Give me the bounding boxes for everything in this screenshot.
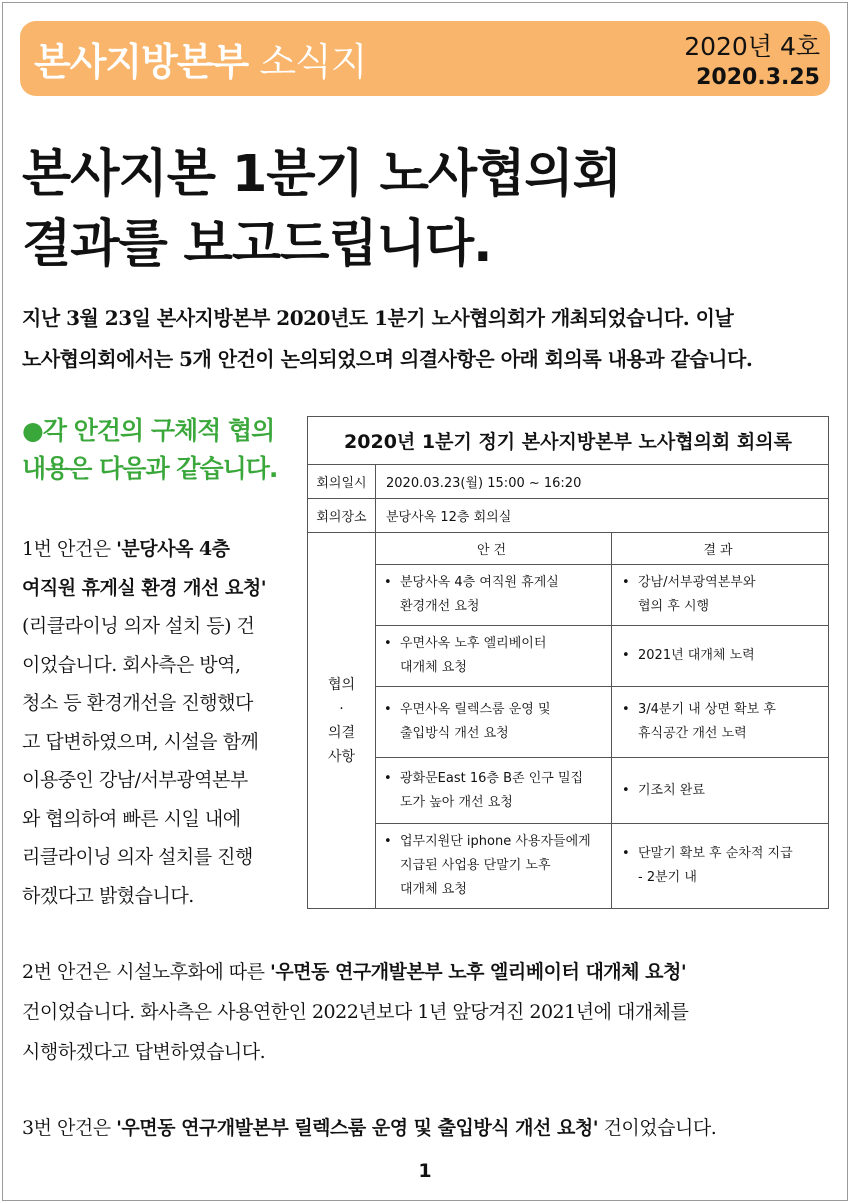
agenda-cell — [376, 626, 612, 687]
agenda-cell — [376, 824, 612, 909]
text-line: 와 협의하여 빠른 시일 내에 — [22, 807, 241, 830]
decision-label-line: 사항 — [327, 748, 356, 765]
agenda-text: 대개체 요청 — [400, 882, 467, 897]
agenda-text: 출입방식 개선 요청 — [400, 726, 509, 741]
text-line — [22, 1108, 834, 1148]
text-span: 2번 안건은 시설노후화에 따른 — [22, 961, 270, 983]
agenda-text: 우면사옥 릴렉스룸 운영 및 — [400, 702, 551, 717]
intro-line-1: 지난 3월 23일 본사지방본부 2020년도 1분기 노사협의회가 개최되었습니다. 이날 — [22, 306, 734, 330]
result-text: 협의 후 시행 — [638, 599, 710, 614]
text-line: (리클라이닝 의자 설치 등) 건 — [22, 615, 255, 637]
text-line: 이었습니다. 회사측은 방역, — [22, 653, 241, 676]
text-bold: '우면동 연구개발본부 릴렉스룸 운영 및 출입방식 개선 요청' — [116, 1117, 599, 1139]
subheading-line-1: ●각 안건의 구체적 협의 — [22, 416, 275, 445]
agenda-cell — [376, 758, 612, 824]
agenda-cell — [376, 687, 612, 758]
text-span: 건이었습니다. — [598, 1117, 717, 1139]
agenda-cell — [376, 565, 612, 626]
bullet: • — [384, 770, 392, 786]
minutes-title: 2020년 1분기 정기 본사지방본부 노사협의회 회의록 — [308, 417, 829, 465]
text-line: 고 답변하였으며, 시설을 함께 — [22, 730, 259, 753]
agenda-text: 업무지원단 iphone 사용자들에게 — [400, 834, 591, 849]
decision-label-line: · — [339, 700, 344, 717]
headline — [22, 140, 621, 280]
section-subheading — [22, 412, 277, 488]
page-number: 1 — [418, 1160, 432, 1182]
result-cell — [612, 626, 829, 687]
bullet: • — [622, 782, 630, 798]
text-line: 청소 등 환경개선을 진행했다 — [22, 692, 253, 714]
table-row — [308, 626, 829, 687]
result-text: 단말기 확보 후 순차적 지급 — [638, 846, 793, 861]
text-line — [22, 569, 294, 608]
decision-label-line: 의결 — [327, 724, 356, 741]
bullet: • — [622, 575, 630, 590]
result-cell — [612, 687, 829, 758]
text-line — [22, 952, 834, 992]
agenda-text: 분당사옥 4층 여직원 휴게실 — [400, 575, 559, 590]
result-text: 2021년 대개체 노력 — [638, 648, 755, 663]
meeting-minutes-table — [307, 416, 829, 909]
intro-line-2: 노사협의회에서는 5개 안건이 논의되었으며 의결사항은 아래 회의록 내용과 같습니다. — [22, 347, 753, 371]
result-text: 3/4분기 내 상면 확보 후 — [638, 702, 776, 717]
result-text: 휴식공간 개선 노력 — [638, 726, 747, 741]
result-text: 기조치 완료 — [638, 782, 705, 798]
decision-label — [308, 533, 376, 909]
text-bold: '분당사옥 4층 — [116, 538, 230, 560]
text-line: 이용중인 강남/서부광역본부 — [22, 769, 248, 791]
result-text: - 2분기 내 — [638, 870, 697, 885]
subheading-line-2: 내용은 다음과 같습니다. — [22, 454, 278, 483]
headline-line-1: 본사지본 1분기 노사협의회 — [22, 145, 621, 204]
column-header-result: 결과 — [612, 533, 829, 565]
result-cell — [612, 758, 829, 824]
text-span: 3번 안건은 — [22, 1117, 117, 1139]
text-bold: '우면동 연구개발본부 노후 엘리베이터 대개체 요청' — [270, 961, 687, 983]
decision-label-line: 협의 — [327, 676, 356, 693]
agenda-2-paragraph — [22, 952, 834, 1072]
bullet: • — [384, 575, 392, 590]
bullet: • — [384, 636, 392, 651]
agenda-text: 도가 높아 개선 요청 — [400, 794, 513, 810]
headline-line-2: 결과를 보고드립니다. — [22, 215, 492, 274]
agenda-text: 우면사옥 노후 엘리베이터 — [400, 636, 547, 651]
text-line: 건이었습니다. 화사측은 사용연한인 2022년보다 1년 앞당겨진 2021년에 대개체를 — [22, 1001, 689, 1023]
banner-title — [34, 31, 366, 86]
text-line: 리클라이닝 의자 설치를 진행 — [22, 846, 253, 868]
result-cell — [612, 565, 829, 626]
date-value: 2020.03.23(월) 15:00 ~ 16:20 — [376, 465, 829, 499]
result-cell — [612, 824, 829, 909]
bullet: • — [384, 834, 392, 849]
text-span: 1번 안건은 — [22, 538, 117, 560]
text-line: 시행하겠다고 답변하였습니다. — [22, 1041, 266, 1063]
table-row — [308, 687, 829, 758]
bullet: • — [622, 648, 630, 663]
intro-paragraph — [22, 298, 832, 380]
text-line: 하겠다고 밝혔습니다. — [22, 884, 194, 907]
agenda-text: 광화문East 16층 B존 인구 밀집 — [400, 770, 584, 786]
bullet: • — [384, 702, 392, 717]
issue-date: 2020.3.25 — [696, 65, 820, 90]
bullet: • — [622, 846, 630, 861]
place-value: 분당사옥 12층 회의실 — [376, 499, 829, 533]
table-row — [308, 565, 829, 626]
banner-title-bold: 본사지방본부 — [34, 40, 249, 84]
date-label: 회의일시 — [308, 465, 376, 499]
newsletter-banner — [20, 21, 830, 96]
text-bold: 여직원 휴게실 환경 개선 요청' — [22, 576, 267, 599]
agenda-text: 환경개선 요청 — [400, 599, 480, 614]
agenda-1-description — [22, 530, 294, 915]
issue-number: 2020년 4호 — [684, 32, 820, 61]
agenda-text: 대개체 요청 — [400, 660, 467, 675]
bullet: • — [622, 702, 630, 717]
table-row — [308, 758, 829, 824]
column-header-agenda: 안건 — [376, 533, 612, 565]
table-row — [308, 824, 829, 909]
agenda-text: 지급된 사업용 단말기 노후 — [400, 858, 551, 873]
text-line — [22, 530, 294, 569]
place-label: 회의장소 — [308, 499, 376, 533]
result-text: 강남/서부광역본부와 — [638, 575, 756, 590]
agenda-3-paragraph — [22, 1108, 834, 1148]
banner-title-light: 소식지 — [259, 40, 367, 84]
